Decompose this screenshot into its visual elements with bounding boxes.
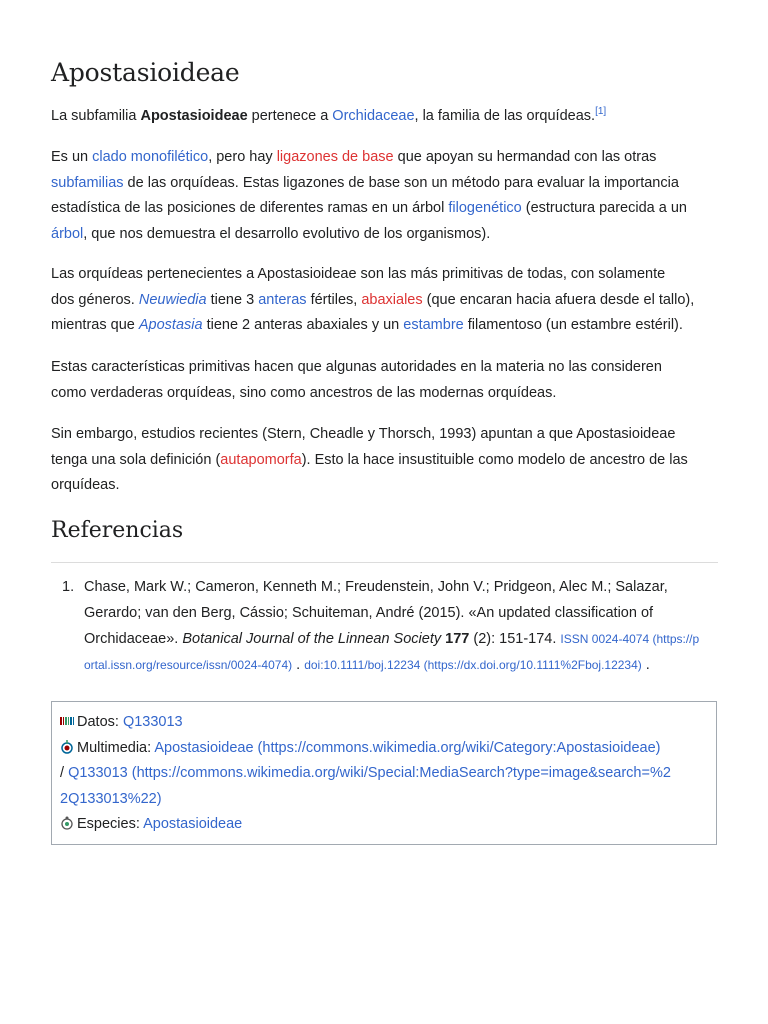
- text: Es un: [51, 149, 93, 165]
- text: de las orquídeas. Estas ligazones de base son un método para evaluar la importancia: [123, 174, 679, 191]
- bold-term: Apostasioideae: [140, 108, 248, 124]
- journal-title: Botanical Journal of the Linnean Society: [182, 631, 442, 647]
- text: Orchidaceae».: [84, 631, 183, 647]
- text: mientras que: [51, 317, 139, 333]
- link-autapomorfa[interactable]: autapomorfa: [220, 451, 302, 468]
- text: fértiles,: [306, 291, 362, 308]
- text: pertenece a: [247, 108, 333, 124]
- volume: 177: [445, 631, 470, 647]
- link-clado-monofiletico[interactable]: clado monofilético: [92, 149, 209, 165]
- text: tiene 2 anteras abaxiales y un: [202, 317, 404, 333]
- link-abaxiales[interactable]: abaxiales: [361, 291, 423, 308]
- text: tenga una sola definición (: [51, 451, 221, 468]
- wikidata-icon: [60, 714, 74, 728]
- text: filamentoso (un estambre estéril).: [463, 317, 683, 333]
- link-apostasia[interactable]: Apostasia: [138, 317, 203, 333]
- multimedia-row: [60, 736, 708, 762]
- section-heading-referencias: Referencias: [51, 518, 184, 543]
- text: (estructura parecida a un: [521, 200, 687, 216]
- link-filogenetico[interactable]: filogenético: [448, 200, 522, 216]
- reference-item: [62, 574, 722, 678]
- text: como verdaderas orquídeas, sino como ancestros de las modernas orquídeas.: [51, 384, 557, 401]
- link-anteras[interactable]: anteras: [258, 291, 307, 308]
- heading-divider: [51, 562, 718, 563]
- paragraph-4: [51, 355, 721, 406]
- multimedia-link-2-cont[interactable]: 2Q133013%22): [60, 790, 162, 807]
- text: Sin embargo, estudios recientes (Stern, Cheadle y Thorsch, 1993) apuntan a que Apostasioideae: [51, 426, 676, 442]
- multimedia-link-2[interactable]: Q133013 (https://commons.wikimedia.org/wiki/Special:MediaSearch?type=image&search=%2: [68, 765, 671, 781]
- text: (que encaran hacia afuera desde el tallo),: [422, 291, 695, 308]
- issn-link-cont[interactable]: ortal.issn.org/resource/issn/0024-4074): [84, 658, 293, 672]
- especies-row: [60, 812, 708, 838]
- datos-label: Datos:: [77, 714, 123, 730]
- text: tiene 3: [206, 291, 259, 308]
- doi-link[interactable]: doi:10.1111/boj.12234 (https://dx.doi.org/10.1111%2Fboj.12234): [304, 658, 642, 672]
- paragraph-3: [51, 262, 721, 339]
- text: (2): 151-174.: [469, 631, 561, 647]
- paragraph-2: [51, 145, 721, 247]
- reference-number: 1.: [62, 579, 75, 595]
- text: dos géneros.: [51, 291, 139, 308]
- page-title: Apostasioideae: [51, 58, 240, 87]
- text: Estas características primitivas hacen que algunas autoridades en la materia no las consideren: [51, 359, 662, 375]
- text: orquídeas.: [51, 477, 120, 493]
- wikispecies-icon: [60, 816, 74, 830]
- text: ). Esto la hace insustituible como modelo de ancestro de las: [301, 451, 688, 468]
- separator: /: [60, 765, 69, 781]
- link-estambre[interactable]: estambre: [403, 317, 464, 333]
- datos-link[interactable]: Q133013: [122, 714, 183, 730]
- text: .: [292, 657, 305, 673]
- text: estadística de las posiciones de diferentes ramas en un árbol: [51, 200, 449, 216]
- datos-row: [60, 710, 708, 736]
- intro-paragraph: [51, 104, 721, 130]
- link-neuwiedia[interactable]: Neuwiedia: [138, 291, 207, 308]
- multimedia-row-2: [60, 761, 708, 787]
- paragraph-5: [51, 422, 721, 499]
- citation-link[interactable]: [1]: [595, 106, 607, 117]
- issn-link[interactable]: ISSN 0024-4074 (https://p: [560, 632, 700, 646]
- text: .: [641, 657, 650, 673]
- text: que apoyan su hermandad con las otras: [393, 149, 657, 165]
- link-ligazones-de-base[interactable]: ligazones de base: [276, 149, 394, 165]
- especies-link[interactable]: Apostasioideae: [143, 816, 243, 832]
- multimedia-link[interactable]: Apostasioideae (https://commons.wikimedia.org/wiki/Category:Apostasioideae): [154, 739, 661, 756]
- link-subfamilias[interactable]: subfamilias: [51, 174, 124, 191]
- text: Gerardo; van den Berg, Cássio; Schuiteman, André (2015). «An updated classification of: [84, 605, 654, 621]
- link-arbol[interactable]: árbol: [51, 225, 84, 242]
- link-orchidaceae[interactable]: Orchidaceae: [332, 108, 415, 124]
- especies-label: Especies:: [77, 816, 144, 832]
- multimedia-row-3: [60, 787, 708, 813]
- reference-body: [84, 574, 722, 678]
- commons-icon: [60, 740, 74, 754]
- multimedia-label: Multimedia:: [77, 739, 155, 756]
- text: , que nos demuestra el desarrollo evolutivo de los organismos).: [83, 225, 491, 242]
- authority-control-box: [51, 701, 717, 845]
- text: , la familia de las orquídeas.: [414, 108, 596, 124]
- text: La subfamilia: [51, 108, 141, 124]
- text: , pero hay: [208, 149, 277, 165]
- text: Chase, Mark W.; Cameron, Kenneth M.; Freudenstein, John V.; Pridgeon, Alec M.; Salazar,: [84, 579, 668, 595]
- text: Las orquídeas pertenecientes a Apostasioideae son las más primitivas de todas, con solamente: [51, 266, 666, 282]
